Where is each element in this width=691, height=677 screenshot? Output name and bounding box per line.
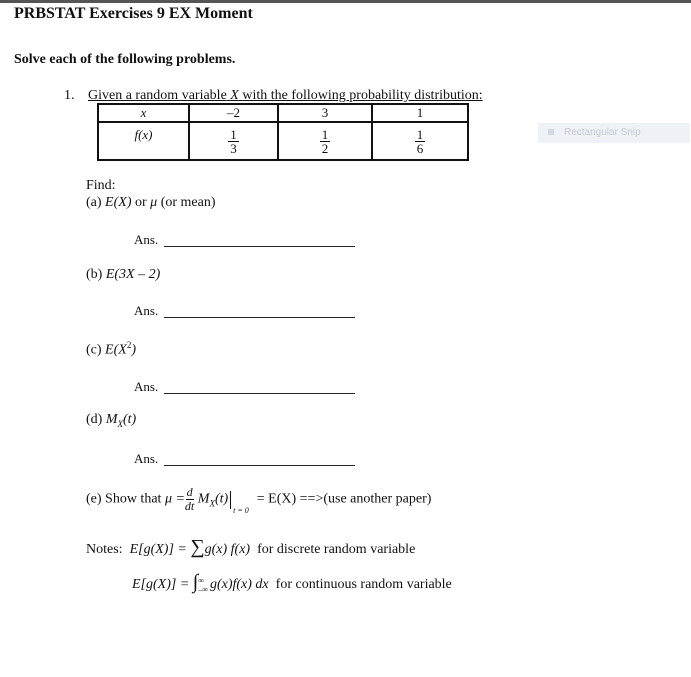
instructions: Solve each of the following problems. (14, 52, 236, 67)
question-a: (a) E(X) or μ (or mean) (86, 195, 216, 210)
integral-symbol: ∫ (192, 571, 199, 594)
fx-value-1: $\frac{1}{3}$ (189, 122, 278, 160)
probability-table (97, 103, 469, 161)
question-d: (d) $M_X(t)$ (86, 412, 137, 429)
x-value-1: –2 (189, 104, 278, 122)
answer-line-d[interactable] (164, 465, 355, 466)
table-row-fx (98, 122, 468, 160)
row-label-fx: f(x) (98, 122, 189, 160)
answer-label-c: Ans. (134, 379, 159, 394)
table-row-x (98, 104, 468, 122)
answer-line-c[interactable] (164, 393, 355, 394)
sigma-symbol: ∑ (190, 536, 205, 558)
page-title: PRBSTAT Exercises 9 EX Moment (14, 5, 253, 22)
answer-line-b[interactable] (164, 317, 355, 318)
question-e: (e) Show that μ = $\frac{d}{dt}$ $M_X(t)_{t = 0}= E(X) ==>(use$ another paper) (86, 485, 432, 515)
answer-label-a: Ans. (134, 232, 159, 247)
answer-line-a[interactable] (164, 246, 355, 247)
question-c: (c) $E(X^2)$ (86, 340, 136, 358)
row-label-x: x (98, 104, 189, 122)
fx-value-2: $\frac{1}{2}$ (278, 122, 372, 160)
x-value-2: 3 (278, 104, 372, 122)
find-label: Find: (86, 178, 116, 193)
problem-1-prompt (64, 88, 483, 104)
notes-continuous: E[g(X)] = ∫ ∞ –∞ g(x)f(x) dx for continuous random variable (132, 571, 452, 594)
question-b: (b) E(3X – 2) (86, 267, 161, 282)
var-x: X (230, 88, 239, 103)
answer-label-d: Ans. (134, 451, 159, 466)
notes-discrete: Notes: E[g(X)] = ∑g(x) f(x) for discrete random variable (86, 536, 416, 558)
rectangular-snip-button[interactable]: Rectangular Snip (538, 123, 690, 143)
problem-number: 1. (64, 88, 75, 103)
fx-value-3: $\frac{1}{6}$ (372, 122, 468, 160)
problem-intro: Given a random variable X with the following probability distribution: (88, 88, 483, 103)
snip-icon (548, 129, 554, 135)
x-value-3: 1 (372, 104, 468, 122)
top-border (0, 0, 691, 3)
answer-label-b: Ans. (134, 303, 159, 318)
